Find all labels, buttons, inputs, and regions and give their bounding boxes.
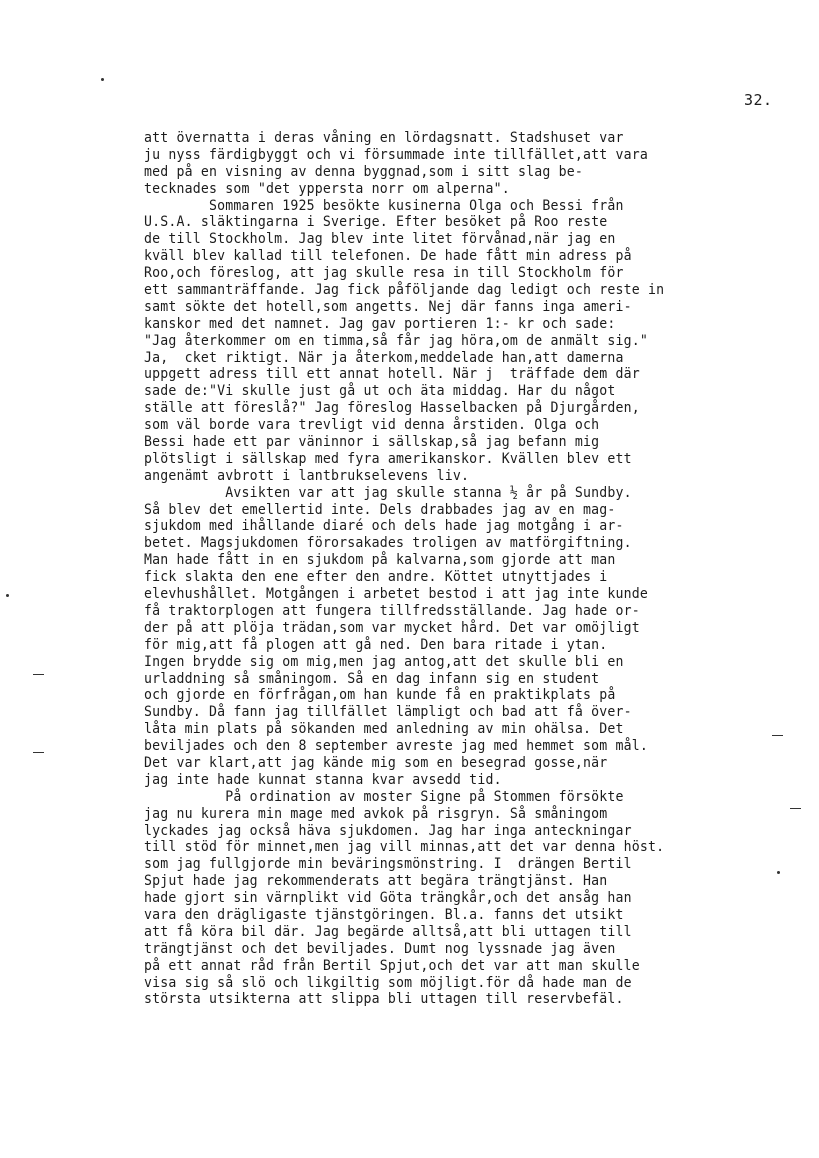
text-line: största utsikterna att slippa bli uttagen till reservbefäl.: [144, 991, 624, 1008]
text-line: som jag fullgjorde min beväringsmönstring. I drängen Bertil: [144, 856, 632, 873]
text-line: jag nu kurera min mage med avkok på risgryn. Så småningom: [144, 805, 608, 822]
body-text: [144, 130, 816, 1008]
text-line: På ordination av moster Signe på Stommen försökte: [144, 788, 624, 805]
text-line: urladdning så småningom. Så en dag infann sig en student: [144, 670, 600, 687]
text-line: lyckades jag också häva sjukdomen. Jag har inga anteckningar: [144, 822, 632, 839]
text-line: Ja, cket riktigt. När ja återkom,meddelade han,att damerna: [144, 349, 624, 366]
text-line: ett sammanträffande. Jag fick påföljande dag ledigt och reste in: [144, 282, 665, 299]
text-line: tecknades som "det yppersta norr om alperna".: [144, 180, 510, 197]
text-line: kväll blev kallad till telefonen. De hade fått min adress på: [144, 248, 632, 265]
text-line: elevhushållet. Motgången i arbetet bestod i att jag inte kunde: [144, 586, 649, 603]
text-line: Sommaren 1925 besökte kusinerna Olga och Bessi från: [144, 197, 624, 214]
text-line: Man hade fått in en sjukdom på kalvarna,som gjorde att man: [144, 552, 616, 569]
text-line: och gjorde en förfrågan,om han kunde få en praktikplats på: [144, 687, 616, 704]
margin-dash: [33, 752, 44, 753]
margin-dash: [33, 674, 44, 675]
text-line: att övernatta i deras våning en lördagsnatt. Stadshuset var: [144, 130, 624, 146]
text-line: Bessi hade ett par väninnor i sällskap,så jag befann mig: [144, 434, 600, 451]
text-line: sjukdom med ihållande diaré och dels hade jag motgång i ar-: [144, 518, 624, 535]
text-line: få traktorplogen att fungera tillfredsställande. Jag hade or-: [144, 602, 640, 619]
text-line: fick slakta den ene efter den andre. Köttet utnyttjades i: [144, 569, 608, 586]
margin-dash: [772, 735, 783, 736]
text-line: jag inte hade kunnat stanna kvar avsedd tid.: [144, 771, 502, 788]
text-line: betet. Magsjukdomen förorsakades troligen av matförgiftning.: [144, 535, 632, 552]
text-line: beviljades och den 8 september avreste jag med hemmet som mål.: [144, 738, 649, 755]
text-line: Så blev det emellertid inte. Dels drabbades jag av en mag-: [144, 501, 616, 518]
margin-dash: [790, 808, 801, 809]
text-line: låta min plats på sökanden med anledning av min ohälsa. Det: [144, 721, 624, 738]
text-line: kanskor med det namnet. Jag gav portieren 1:- kr och sade:: [144, 315, 616, 332]
margin-speck: [6, 594, 9, 597]
text-line: plötsligt i sällskap med fyra amerikanskor. Kvällen blev ett: [144, 450, 632, 467]
text-line: trängtjänst och det beviljades. Dumt nog lyssnade jag även: [144, 940, 616, 957]
text-line: uppgett adress till ett annat hotell. När j träffade dem där: [144, 366, 640, 383]
text-line: U.S.A. släktingarna i Sverige. Efter besöket på Roo reste: [144, 214, 608, 231]
margin-speck: [101, 78, 104, 81]
text-line: sade de:"Vi skulle just gå ut och äta middag. Har du något: [144, 383, 616, 400]
text-line: der på att plöja trädan,som var mycket hård. Det var omöjligt: [144, 619, 640, 636]
page-number: 32.: [744, 91, 773, 109]
text-line: "Jag återkommer om en timma,så får jag höra,om de anmält sig.": [144, 332, 649, 349]
text-line: Roo,och föreslog, att jag skulle resa in till Stockholm för: [144, 265, 624, 282]
text-line: att få köra bil där. Jag begärde alltså,att bli uttagen till: [144, 923, 632, 940]
text-line: hade gjort sin värnplikt vid Göta trängkår,och det ansåg han: [144, 890, 632, 907]
text-line: till stöd för minnet,men jag vill minnas,att det var denna höst.: [144, 839, 665, 856]
text-line: Ingen brydde sig om mig,men jag antog,att det skulle bli en: [144, 653, 624, 670]
text-line: visa sig så slö och likgiltig som möjligt.för då hade man de: [144, 974, 632, 991]
text-line: angenämt avbrott i lantbrukselevens liv.: [144, 467, 470, 484]
text-line: som väl borde vara trevligt vid denna årstiden. Olga och: [144, 417, 600, 434]
text-line: med på en visning av denna byggnad,som i sitt slag be-: [144, 163, 584, 180]
text-line: Spjut hade jag rekommenderats att begära trängtjänst. Han: [144, 873, 608, 890]
text-line: Avsikten var att jag skulle stanna ½ år på Sundby.: [144, 484, 632, 501]
text-line: Det var klart,att jag kände mig som en besegrad gosse,när: [144, 754, 608, 771]
text-line: för mig,att få plogen att gå ned. Den bara ritade i ytan.: [144, 636, 608, 653]
text-line: ju nyss färdigbyggt och vi försummade inte tillfället,att vara: [144, 146, 649, 163]
text-line: de till Stockholm. Jag blev inte litet förvånad,när jag en: [144, 231, 616, 248]
text-line: Sundby. Då fann jag tillfället lämpligt och bad att få över-: [144, 704, 632, 721]
text-line: på ett annat råd från Bertil Spjut,och det var att man skulle: [144, 957, 640, 974]
text-line: samt sökte det hotell,som angetts. Nej där fanns inga ameri-: [144, 298, 632, 315]
text-line: vara den drägligaste tjänstgöringen. Bl.a. fanns det utsikt: [144, 906, 624, 923]
text-line: ställe att föreslå?" Jag föreslog Hasselbacken på Djurgården,: [144, 400, 640, 417]
margin-speck: [777, 871, 780, 874]
